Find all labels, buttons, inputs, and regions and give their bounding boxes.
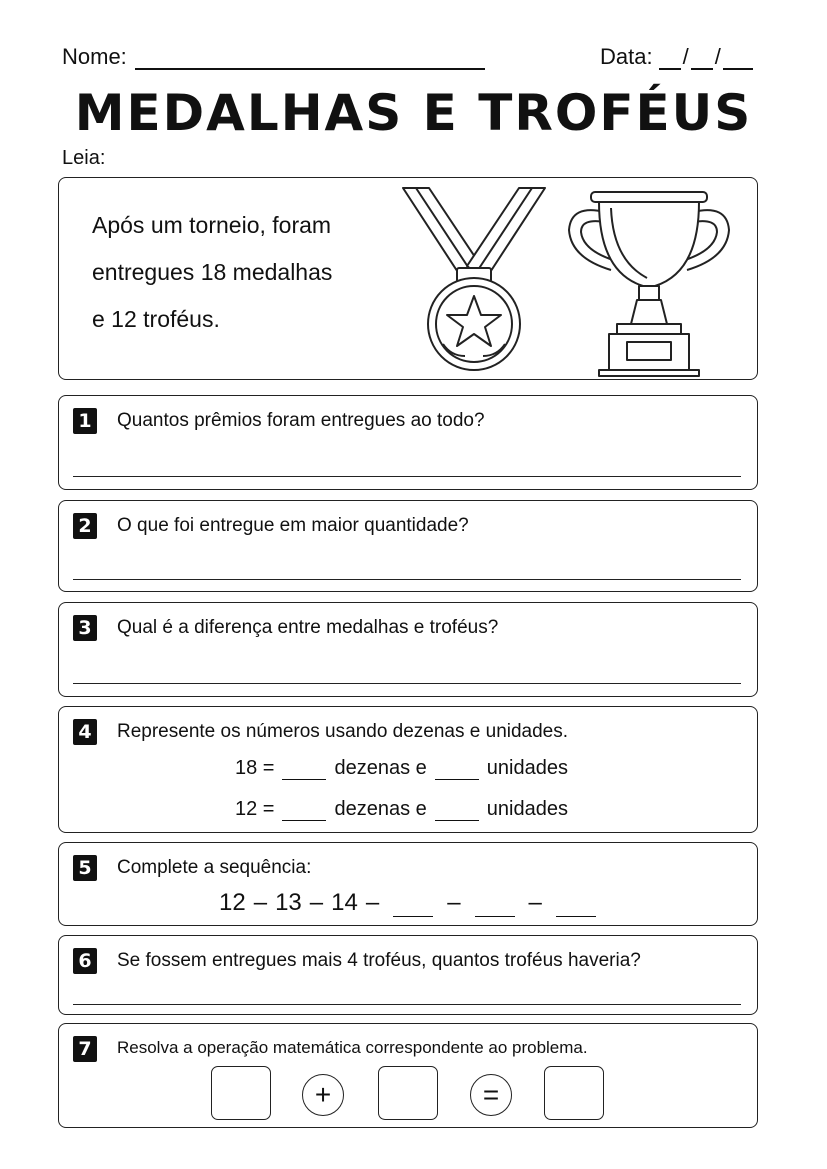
read-label: Leia:: [62, 147, 106, 169]
sequence-separator: –: [447, 889, 461, 916]
story-line: Após um torneio, foram: [92, 212, 332, 238]
trophy-icon: [559, 186, 739, 378]
sequence-blank[interactable]: [475, 895, 515, 917]
story-line: entregues 18 medalhas: [92, 259, 333, 285]
row-number: 12 =: [235, 798, 275, 820]
question-text: Quantos prêmios foram entregues ao todo?: [117, 410, 485, 431]
operand-box[interactable]: [211, 1066, 271, 1120]
question-3: [58, 602, 758, 697]
story-box: [58, 177, 758, 380]
number-sequence: [219, 889, 602, 917]
question-1: [58, 395, 758, 490]
date-label: Data:: [600, 44, 653, 69]
question-text: Se fossem entregues mais 4 troféus, quantos troféus haveria?: [117, 950, 641, 971]
units-blank[interactable]: [435, 801, 479, 821]
question-6: [58, 935, 758, 1015]
page-title: MEDALHAS E TROFÉUS: [74, 84, 753, 142]
operand-box[interactable]: [378, 1066, 438, 1120]
answer-line[interactable]: [73, 476, 741, 477]
question-5: [58, 842, 758, 926]
units-blank[interactable]: [435, 760, 479, 780]
answer-line[interactable]: [73, 1004, 741, 1005]
sequence-separator: –: [365, 889, 380, 916]
question-number: 5: [73, 855, 97, 881]
question-number: 4: [73, 719, 97, 745]
story-line: e 12 troféus.: [92, 306, 220, 332]
name-field: [62, 44, 485, 70]
date-year-blank[interactable]: [723, 48, 753, 70]
date-slash: /: [714, 44, 721, 69]
question-number: 7: [73, 1036, 97, 1062]
question-2: [58, 500, 758, 592]
question-4: [58, 706, 758, 833]
date-day-blank[interactable]: [659, 48, 681, 70]
question-number: 1: [73, 408, 97, 434]
sequence-number: 12: [219, 889, 246, 916]
plus-sign: +: [302, 1074, 344, 1116]
medal-icon: [399, 184, 549, 376]
sequence-blank[interactable]: [393, 895, 433, 917]
tens-blank[interactable]: [282, 801, 326, 821]
units-label: unidades: [486, 757, 568, 779]
question-number: 3: [73, 615, 97, 641]
tens-units-row: [235, 757, 568, 780]
date-month-blank[interactable]: [691, 48, 713, 70]
tens-label: dezenas e: [334, 798, 427, 820]
answer-line[interactable]: [73, 579, 741, 580]
units-label: unidades: [486, 798, 568, 820]
tens-blank[interactable]: [282, 760, 326, 780]
question-number: 2: [73, 513, 97, 539]
question-text: Represente os números usando dezenas e unidades.: [117, 721, 569, 742]
sequence-separator: –: [253, 889, 268, 916]
sequence-number: 14: [331, 889, 358, 916]
answer-line[interactable]: [73, 683, 741, 684]
tens-units-row: [235, 798, 568, 821]
row-number: 18 =: [235, 757, 275, 779]
story-text: [92, 202, 392, 343]
date-field: [600, 44, 753, 70]
question-7: [58, 1023, 758, 1128]
sequence-separator: –: [528, 889, 542, 916]
name-input-line[interactable]: [135, 48, 485, 70]
sequence-number: 13: [275, 889, 302, 916]
result-box[interactable]: [544, 1066, 604, 1120]
name-label: Nome:: [62, 44, 127, 69]
question-text: O que foi entregue em maior quantidade?: [117, 515, 469, 536]
question-text: Resolva a operação matemática correspondente ao problema.: [117, 1038, 588, 1057]
date-slash: /: [682, 44, 689, 69]
equals-sign: =: [470, 1074, 512, 1116]
question-text: Qual é a diferença entre medalhas e troféus?: [117, 617, 499, 638]
sequence-blank[interactable]: [556, 895, 596, 917]
tens-label: dezenas e: [334, 757, 427, 779]
question-number: 6: [73, 948, 97, 974]
sequence-separator: –: [309, 889, 324, 916]
question-text: Complete a sequência:: [117, 857, 312, 878]
